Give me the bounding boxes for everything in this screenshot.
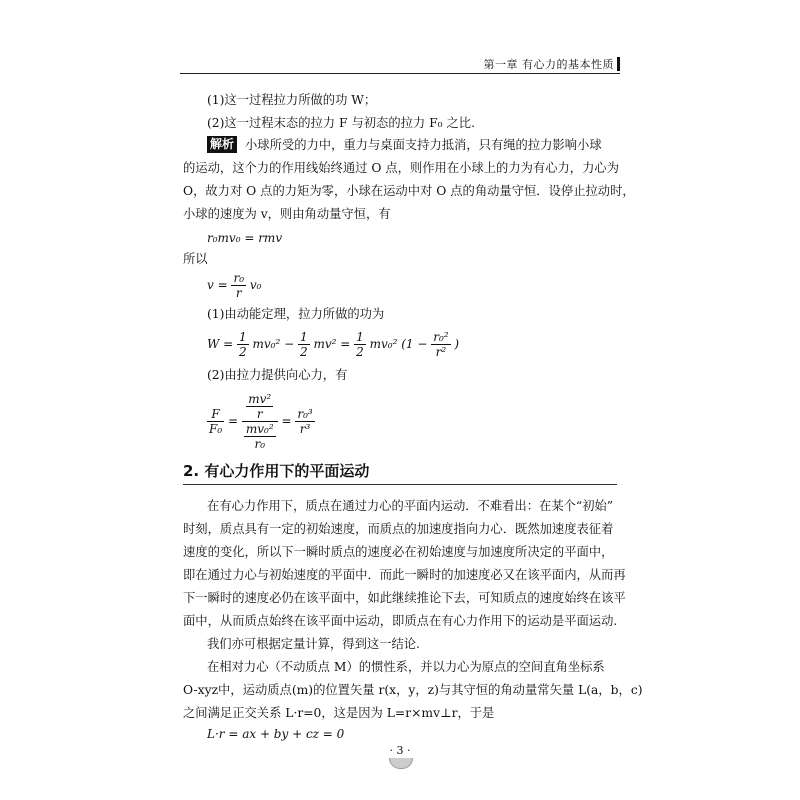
part-1-text: (1)由动能定理，拉力所做的功为: [207, 307, 385, 321]
solution-line-4: 小球的速度为 v，则由角动量守恒，有: [183, 207, 391, 221]
header-bar-mark: [617, 57, 620, 71]
section-paragraph-2: 我们亦可根据定量计算，得到这一结论.: [207, 637, 420, 651]
section-rule: [183, 484, 617, 485]
running-header: [180, 56, 620, 76]
section-paragraph-1-line-1: 在有心力作用下，质点在通过力心的平面内运动．不难看出：在某个“初始”: [207, 499, 614, 513]
part-2-text: (2)由拉力提供向心力，有: [207, 368, 348, 382]
suoyi-text: 所以: [183, 252, 208, 266]
question-1: (1)这一过程拉力所做的功 W；: [207, 93, 377, 107]
equation-angular-momentum: r₀mv₀ = rmv: [207, 231, 283, 245]
header-rule: [180, 73, 620, 74]
section-paragraph-3-line-1: 在相对力心（不动质点 M）的惯性系，并以力心为原点的空间直角坐标系: [207, 660, 605, 674]
equation-work: W = $\frac{1}{2}$ mv₀² − $\frac{1}{2}$ mv² = $\frac{1}{2}$ mv₀² (1 − $\frac{\text{r₀²}}{\text{r²}}$ ): [207, 330, 460, 359]
solution-tag: 解析: [207, 136, 237, 153]
section-title: 2. 有心力作用下的平面运动: [183, 462, 370, 480]
question-2: (2)这一过程末态的拉力 F 与初态的拉力 F₀ 之比.: [207, 116, 476, 130]
solution-line-3: O，故力对 O 点的力矩为零，小球在运动中对 O 点的角动量守恒．设停止拉动时，: [183, 184, 635, 198]
chapter-title: 第一章 有心力的基本性质: [483, 58, 614, 71]
solution-line-1: 小球所受的力中，重力与桌面支持力抵消，只有绳的拉力影响小球: [245, 138, 602, 152]
section-paragraph-1-line-5: 下一瞬时的速度必仍在该平面中，如此继续推论下去，可知质点的速度始终在该平: [183, 591, 626, 605]
equation-force-ratio: $\frac{F}{\text{F₀}}$ = $\frac{\frac{\text{mv²}}{r}}{\frac{\text{mv₀²}}{\text{r₀}}}$ = $\frac{\text{r₀³}}{\text{r³}}$: [209, 392, 313, 451]
section-paragraph-1-line-3: 速度的变化，所以下一瞬时质点的速度必在初始速度与加速度所决定的平面中，: [183, 545, 614, 559]
section-paragraph-1-line-2: 时刻，质点具有一定的初始速度，而质点的加速度指向力心．既然加速度表征着: [183, 522, 614, 536]
page-number: · 3 ·: [389, 744, 411, 757]
section-paragraph-1-line-6: 面中，从而质点始终在该平面中运动，即质点在有心力作用下的运动是平面运动.: [183, 614, 618, 628]
section-paragraph-3-line-2: O-xyz中，运动质点(m)的位置矢量 r(x，y，z)与其守恒的角动量常矢量 L(a，b，c): [183, 683, 643, 697]
section-paragraph-3-line-3: 之间满足正交关系 L·r=0，这是因为 L=r×mv⊥r，于是: [183, 706, 495, 720]
solution-line-2: 的运动，这个力的作用线始终通过 O 点，则作用在小球上的力为有心力，力心为: [183, 161, 619, 175]
page-number-decoration: [389, 758, 413, 769]
section-paragraph-1-line-4: 即在通过力心与初始速度的平面中．而此一瞬时的加速度必又在该平面内，从而再: [183, 568, 626, 582]
equation-orthogonal: L·r = ax + by + cz = 0: [207, 727, 345, 741]
equation-velocity: v = $\frac{\text{r₀}}{r}$ v₀: [207, 271, 262, 300]
